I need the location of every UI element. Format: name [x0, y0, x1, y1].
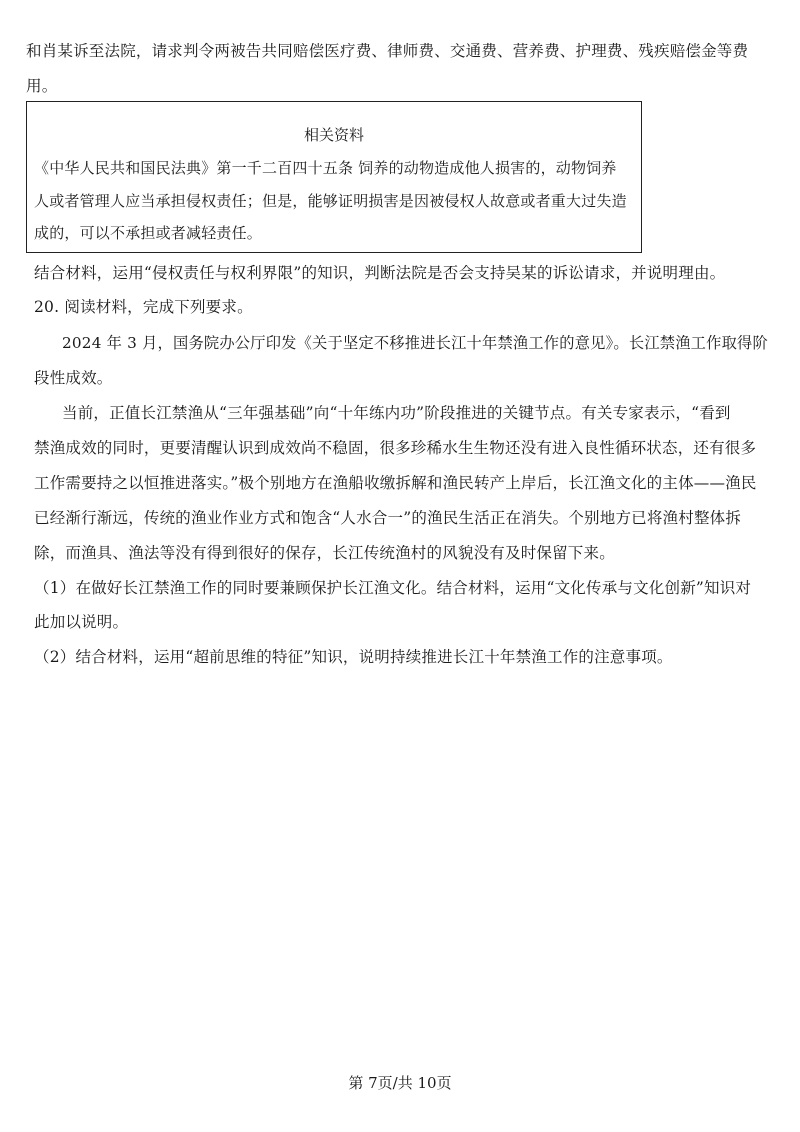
reference-line-3: 成的，可以不承担或者减轻责任。: [34, 224, 263, 242]
q20-para2-line-4: 已经渐行渐远，传统的渔业作业方式和饱含“人水合一”的渔民生活正在消失。个别地方已将渔村整体拆: [34, 509, 742, 527]
q20-para1-line-1: 2024 年 3 月，国务院办公厅印发《关于坚定不移推进长江十年禁渔工作的意见》。长江禁渔工作取得阶: [62, 334, 768, 352]
q20-para2-line-5: 除，而渔具、渔法等没有得到很好的保存，长江传统渔村的风貌没有及时保留下来。: [34, 544, 615, 562]
q20-para2-line-2: 禁渔成效的同时，更要清醒认识到成效尚不稳固，很多珍稀水生生物还没有进入良性循环状态，还有很多: [34, 439, 757, 457]
reference-line-2: 人或者管理人应当承担侵权责任；但是，能够证明损害是因被侵权人故意或者重大过失造: [34, 192, 627, 210]
reference-box-title: 相关资料: [303, 126, 364, 144]
q20-sub2: （2）结合材料，运用“超前思维的特征”知识，说明持续推进长江十年禁渔工作的注意事项。: [34, 648, 673, 666]
q20-sub1-line-1: （1）在做好长江禁渔工作的同时要兼顾保护长江渔文化。结合材料，运用“文化传承与文化创新”知识对: [34, 579, 752, 597]
continuation-line-1: 和肖某诉至法院，请求判令两被告共同赔偿医疗费、律师费、交通费、营养费、护理费、残疾赔偿金等费: [26, 42, 749, 60]
q20-para2-line-3: 工作需要持之以恒推进落实。”极个别地方在渔船收缴拆解和渔民转产上岸后，长江渔文化的主体——渔民: [34, 474, 757, 492]
reference-line-1: 《中华人民共和国民法典》第一千二百四十五条 饲养的动物造成他人损害的，动物饲养: [34, 159, 617, 177]
continuation-line-2: 用。: [26, 77, 58, 95]
q19-prompt: 结合材料，运用“侵权责任与权利界限”的知识，判断法院是否会支持吴某的诉讼请求，并说明理由。: [34, 264, 726, 282]
q20-para1-line-2: 段性成效。: [34, 369, 113, 387]
q20-sub1-line-2: 此加以说明。: [34, 613, 129, 631]
q20-para2-line-1: 当前，正值长江禁渔从“三年强基础”向“十年练内功”阶段推进的关键节点。有关专家表示，“看到: [62, 404, 731, 422]
page-number: 第 7页/共 10页: [348, 1074, 452, 1092]
q20-header: 20. 阅读材料，完成下列要求。: [34, 298, 253, 316]
